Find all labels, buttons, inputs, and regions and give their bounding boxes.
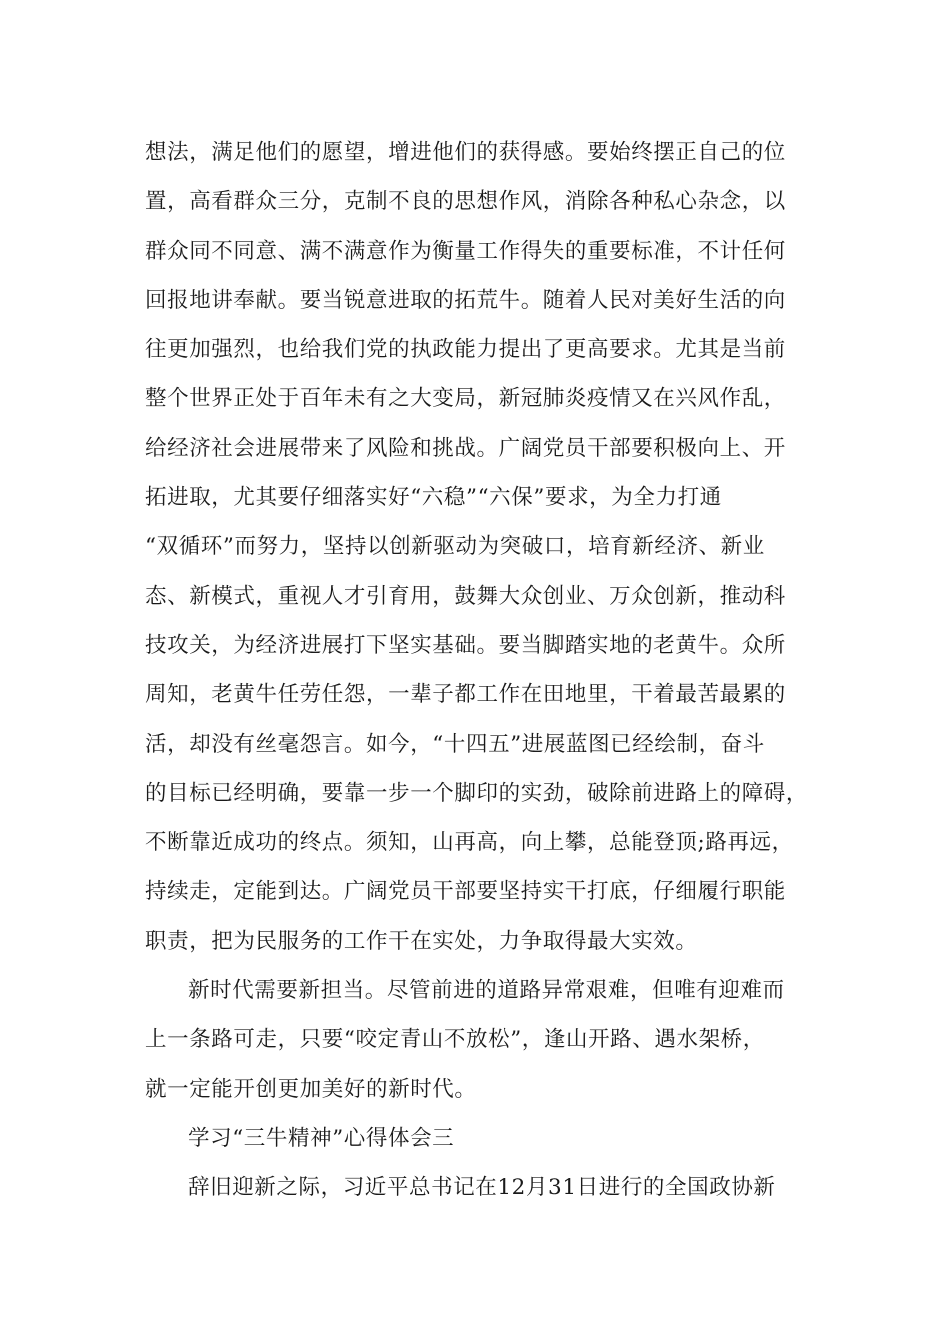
text-line: 活，却没有丝毫怨言。如今，“十四五”进展蓝图已经绘制，奋斗 xyxy=(145,731,765,757)
text-line: 整个世界正处于百年未有之大变局，新冠肺炎疫情又在兴风作乱， xyxy=(145,386,786,412)
text-line: 态、新模式，重视人才引育用，鼓舞大众创业、万众创新，推动科 xyxy=(145,583,786,609)
text-line: 往更加强烈，也给我们党的执政能力提出了更高要求。尤其是当前 xyxy=(145,337,786,363)
text-line: 群众同不同意、满不满意作为衡量工作得失的重要标准，不计任何 xyxy=(145,238,786,264)
text-line: 回报地讲奉献。要当锐意进取的拓荒牛。随着人民对美好生活的向 xyxy=(145,287,786,313)
text-line: 持续走，定能到达。广阔党员干部要坚持实干打底，仔细履行职能 xyxy=(145,879,786,905)
text-line: 就一定能开创更加美好的新时代。 xyxy=(145,1076,477,1102)
text-line: 职责，把为民服务的工作干在实处，力争取得最大实效。 xyxy=(145,928,698,954)
text-line: “双循环”而努力，坚持以创新驱动为突破口，培育新经济、新业 xyxy=(145,534,765,560)
text-line: 的目标已经明确，要靠一步一个脚印的实劲，破除前进路上的障碍， xyxy=(145,780,809,806)
text-line: 想法，满足他们的愿望，增进他们的获得感。要始终摆正自己的位 xyxy=(145,140,786,165)
text-line: 技攻关，为经济进展打下坚实基础。要当脚踏实地的老黄牛。众所 xyxy=(145,632,786,658)
text-line: 周知，老黄牛任劳任怨，一辈子都工作在田地里，干着最苦最累的 xyxy=(145,682,786,708)
paragraph-start-line: 辞旧迎新之际，习近平总书记在12月31日进行的全国政协新 xyxy=(188,1175,776,1201)
document-body xyxy=(145,132,825,1217)
text-line: 上一条路可走，只要“咬定青山不放松”，逢山开路、遇水架桥， xyxy=(145,1027,765,1053)
paragraph-start-line: 新时代需要新担当。尽管前进的道路异常艰难，但唯有迎难而 xyxy=(188,978,785,1004)
text-line: 拓进取，尤其要仔细落实好“六稳”“六保”要求，为全力打通 xyxy=(145,485,722,511)
text-line: 给经济社会进展带来了风险和挑战。广阔党员干部要积极向上、开 xyxy=(145,435,786,461)
text-line: 不断靠近成功的终点。须知，山再高，向上攀，总能登顶;路再远， xyxy=(145,830,794,856)
section-heading: 学习“三牛精神”心得体会三 xyxy=(188,1125,455,1151)
text-line: 置，高看群众三分，克制不良的思想作风，消除各种私心杂念，以 xyxy=(145,189,786,215)
